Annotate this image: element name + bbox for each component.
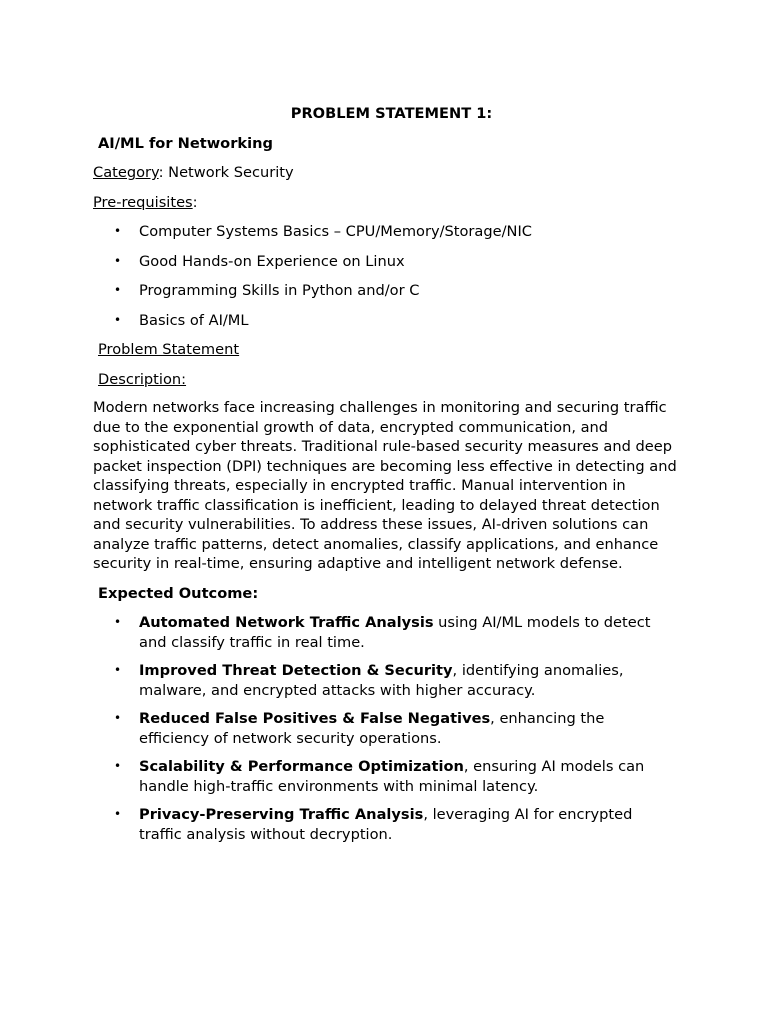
prereq-colon: : [192,193,198,211]
list-item [93,709,678,748]
document-subtitle: AI/ML for Networking [98,134,273,152]
list-item [93,613,678,652]
bullet-icon: • [114,759,122,773]
outcomes-list [93,613,678,844]
outcome-text: using AI/ML models to detect and classify traffic in real time. [139,614,651,651]
outcome-bold: Scalability & Performance Optimization [139,758,464,775]
outcome-bold: Reduced False Positives & False Negatives [139,710,491,727]
document-title: PROBLEM STATEMENT 1: [290,105,493,122]
list-item [93,311,678,331]
prereq-text: Programming Skills in Python and/or C [139,282,420,299]
problem-statement-label: Problem Statement [98,341,240,358]
list-item [93,222,678,242]
expected-outcome-heading: Expected Outcome: [98,584,259,602]
bullet-icon: • [114,312,122,327]
outcome-bold: Improved Threat Detection & Security [139,662,453,679]
prereq-text: Basics of AI/ML [139,311,249,329]
bullet-icon: • [114,711,122,725]
outcome-text: , identifying anomalies, malware, and encrypted attacks with higher accuracy. [139,662,624,699]
prerequisites-list [93,222,678,330]
outcome-text: , ensuring AI models can handle high-traffic environments with minimal latency. [139,758,645,795]
bullet-icon: • [114,224,122,238]
bullet-icon: • [114,615,122,629]
list-item [93,252,678,272]
bullet-icon: • [114,253,122,268]
prereq-text: Good Hands-on Experience on Linux [139,252,405,270]
problem-statement-heading [98,340,678,360]
bullet-icon: • [114,283,122,297]
outcome-text: , leveraging AI for encrypted traffic analysis without decryption. [139,806,633,843]
category-value: : Network Security [158,164,294,181]
description-paragraph: Modern networks face increasing challenges in monitoring and securing traffic due to the exponential growth of data, encrypted communication, and sophisticated cyber threats. Traditional rule-based security measures and deep packet inspection (DPI) techniques are becoming less effective in detecting and classifying threats, especially in encrypted traffic. Manual intervention in network traffic classification is inefficient, leading to delayed threat detection and security vulnerabilities. To address these issues, AI-driven solutions can analyze traffic patterns, detect anomalies, classify applications, and enhance security in real-time, ensuring adaptive and intelligent network defense. [93,399,677,572]
prereq-label: Pre-requisites [93,193,193,211]
bullet-icon: • [114,807,122,821]
list-item [93,281,678,301]
outcome-text: , enhancing the efficiency of network security operations. [139,710,605,747]
prereq-text: Computer Systems Basics – CPU/Memory/Storage/NIC [139,223,532,240]
list-item [93,805,678,844]
outcome-bold: Automated Network Traffic Analysis [139,614,434,631]
document-page [93,104,678,853]
bullet-icon: • [114,663,122,677]
prereq-line [93,193,678,213]
list-item [93,661,678,700]
list-item [93,757,678,796]
outcome-bold: Privacy-Preserving Traffic Analysis [139,806,424,823]
description-label: Description: [98,370,187,388]
category-label: Category [93,164,159,181]
category-line [93,163,678,183]
description-heading [98,370,678,390]
